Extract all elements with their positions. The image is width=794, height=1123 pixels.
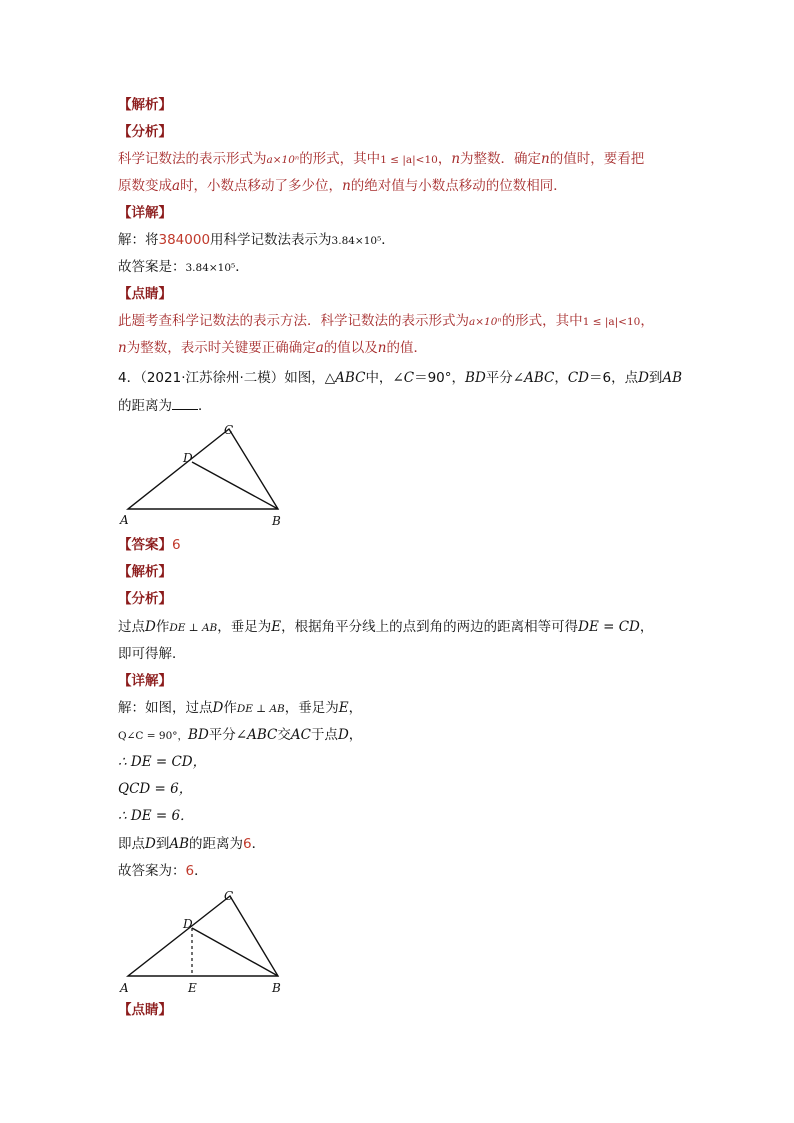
- answer-line: 故答案是：3.84×10⁵．: [118, 259, 249, 275]
- q4-xiangjie-line-6: 即点D到AB的距离为6．: [118, 836, 266, 852]
- answer-blank: [172, 395, 198, 410]
- triangle-figure-1: [110, 418, 300, 533]
- q4-tag-xiangjie: 【详解】: [118, 673, 172, 689]
- fenxi-line-2: 原数变成a时，小数点移动了多少位，n的绝对值与小数点移动的位数相同．: [118, 178, 567, 194]
- q4-xiangjie-line-4: QCD = 6，: [118, 781, 193, 797]
- section-tag-xiangjie: 【详解】: [118, 205, 172, 221]
- q4-tag-dianjing: 【点睛】: [118, 1002, 172, 1018]
- fenxi-line-1: 科学记数法的表示形式为a×10ⁿ的形式，其中1 ≤ |a|<10，n为整数．确定n的值时，要看把: [118, 151, 645, 167]
- question-4-stem-line-2: 的距离为 ．: [118, 395, 212, 416]
- q4-tag-fenxi: 【分析】: [118, 591, 172, 607]
- fig1-label-D: D: [183, 451, 193, 465]
- dianjing-line-1: 此题考查科学记数法的表示方法．科学记数法的表示形式为a×10ⁿ的形式，其中1 ≤ |a|<10，: [118, 313, 654, 329]
- section-tag-jiexi: 【解析】: [118, 97, 172, 113]
- q4-fenxi-line-2: 即可得解．: [118, 646, 186, 662]
- q4-xiangjie-line-3: ∴ DE = CD，: [118, 754, 207, 770]
- answer-value: 6: [172, 537, 181, 553]
- fig2-label-E: E: [188, 981, 197, 995]
- q4-xiangjie-line-1: 解：如图，过点D作DE ⊥ AB，垂足为E，: [118, 700, 363, 716]
- fig1-label-A: A: [120, 513, 129, 527]
- answer-row: 【答案】6: [118, 537, 181, 553]
- q4-tag-jiexi: 【解析】: [118, 564, 172, 580]
- q4-fenxi-line-1: 过点D作DE ⊥ AB，垂足为E，根据角平分线上的点到角的两边的距离相等可得DE = CD，: [118, 619, 654, 635]
- fig2-label-C: C: [224, 889, 234, 903]
- fig2-label-A: A: [120, 981, 129, 995]
- fig2-label-B: B: [272, 981, 281, 995]
- fig1-label-B: B: [272, 514, 281, 528]
- q4-final-answer: 故答案为：6．: [118, 863, 208, 879]
- question-4-stem: 4．（2021·江苏徐州·二模）如图，△ABC中，∠C＝90°，BD平分∠ABC，CD＝6，点D到AB: [118, 370, 683, 386]
- triangle-figure-2: [110, 884, 300, 999]
- q4-xiangjie-line-2: Q∠C = 90°，BD平分∠ABC交AC于点D，: [118, 727, 363, 743]
- dianjing-line-2: n为整数，表示时关键要正确确定a的值以及n的值．: [118, 340, 427, 356]
- fig2-label-D: D: [183, 917, 193, 931]
- q4-xiangjie-line-5: ∴ DE = 6．: [118, 808, 194, 824]
- section-tag-dianjing: 【点睛】: [118, 286, 172, 302]
- fig1-label-C: C: [224, 423, 234, 437]
- section-tag-fenxi: 【分析】: [118, 124, 172, 140]
- xiangjie-line: 解：将384000用科学记数法表示为3.84×10⁵．: [118, 232, 395, 248]
